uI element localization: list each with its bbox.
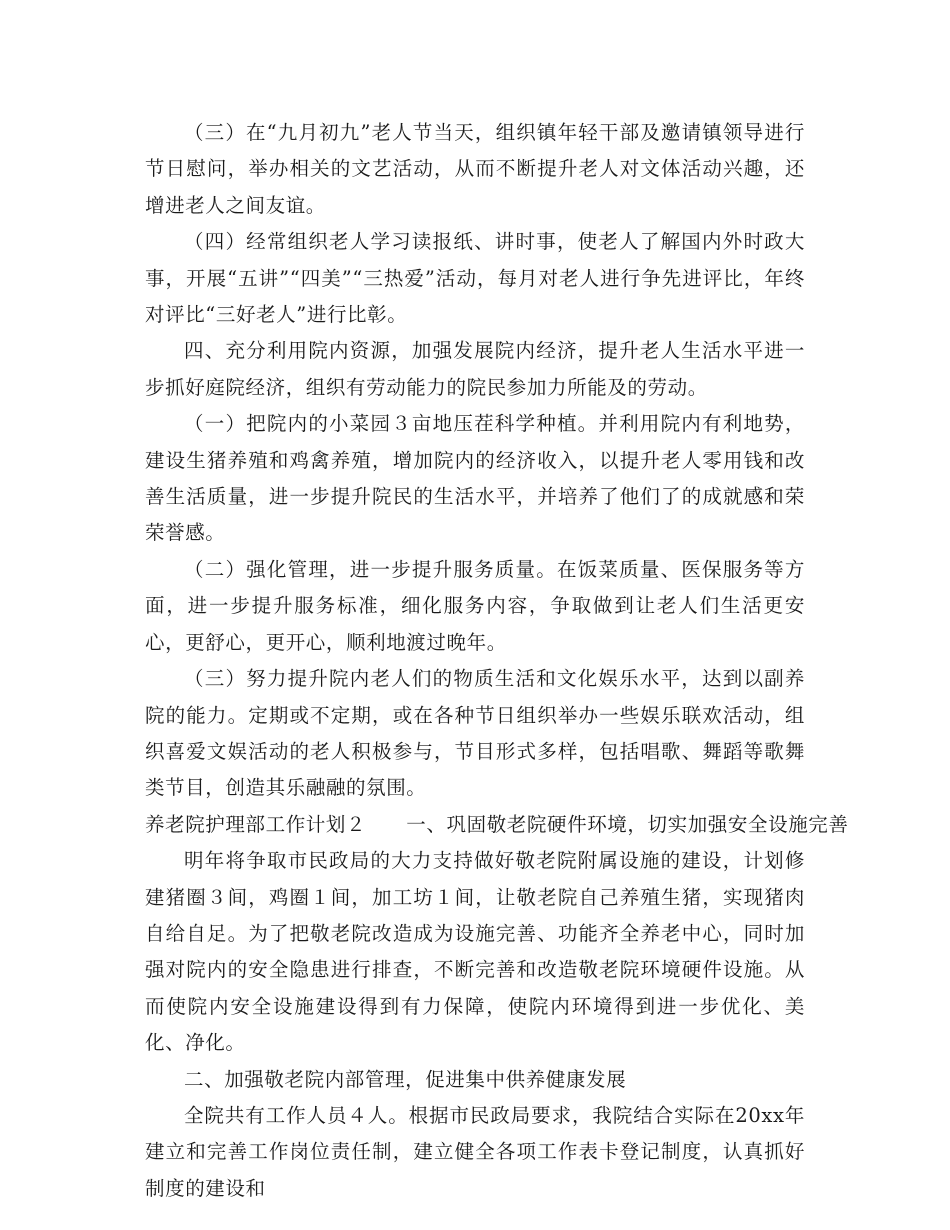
paragraph-section-two: 二、加强敬老院内部管理，促进集中供养健康发展 [184,1067,627,1091]
paragraph-facilities: 明年将争取市民政局的大力支持做好敬老院附属设施的建设，计划修建猪圈３间，鸡圈１间，加工坊１间，让敬老院自己养殖生猪，实现猪肉自给自足。为了把敬老院改造成为设施完善、功能齐全养老中心，同时加强对院内的安全隐患进行排查，不断完善和改造敬老院环境硬件设施。从而使院内安全设施建设得到有力保障，使院内环境得到进一步优化、美化、净化。 [145,849,805,1055]
paragraph-section-four: 四、充分利用院内资源，加强发展院内经济，提升老人生活水平进一步抓好庭院经济，组织有劳动能力的院民参加力所能及的劳动。 [145,339,805,399]
paragraph-vegetable-garden: （一）把院内的小菜园３亩地压茬科学种植。并利用院内有利地势，建设生猪养殖和鸡禽养殖，增加院内的经济收入，以提升老人零用钱和改善生活质量，进一步提升院民的生活水平，并培养了他们了的成就感和荣荣誉感。 [145,412,805,545]
paragraph-study-news: （四）经常组织老人学习读报纸、讲时事，使老人了解国内外时政大事，开展“五讲”“四美”“三热爱”活动，每月对老人进行争先进评比，年终对评比“三好老人”进行比彰。 [145,230,805,327]
paragraph-entertainment: （三）努力提升院内老人们的物质生活和文化娱乐水平，达到以副养院的能力。定期或不定期，或在各种节日组织举办一些娱乐联欢活动，组织喜爱文娱活动的老人积极参与，节目形式多样，包括唱歌、舞蹈等歌舞类节目，创造其乐融融的氛围。 [145,667,805,800]
paragraph-management: （二）强化管理，进一步提升服务质量。在饭菜质量、医保服务等方面，进一步提升服务标准，细化服务内容，争取做到让老人们生活更安心，更舒心，更开心，顺利地渡过晚年。 [145,557,805,654]
section-heading-plan-2: 养老院护理部工作计划２ 一、巩固敬老院硬件环境，切实加强安全设施完善 [145,812,849,836]
paragraph-festival-visit: （三）在“九月初九”老人节当天，组织镇年轻干部及邀请镇领导进行节日慰问，举办相关的文艺活动，从而不断提升老人对文体活动兴趣，还增进老人之间友谊。 [145,121,805,217]
paragraph-staff: 全院共有工作人员４人。根据市民政局要求，我院结合实际在20xx年建立和完善工作岗位责任制，建立健全各项工作表卡登记制度，认真抓好制度的建设和 [145,1103,805,1200]
document-body [145,115,849,1207]
